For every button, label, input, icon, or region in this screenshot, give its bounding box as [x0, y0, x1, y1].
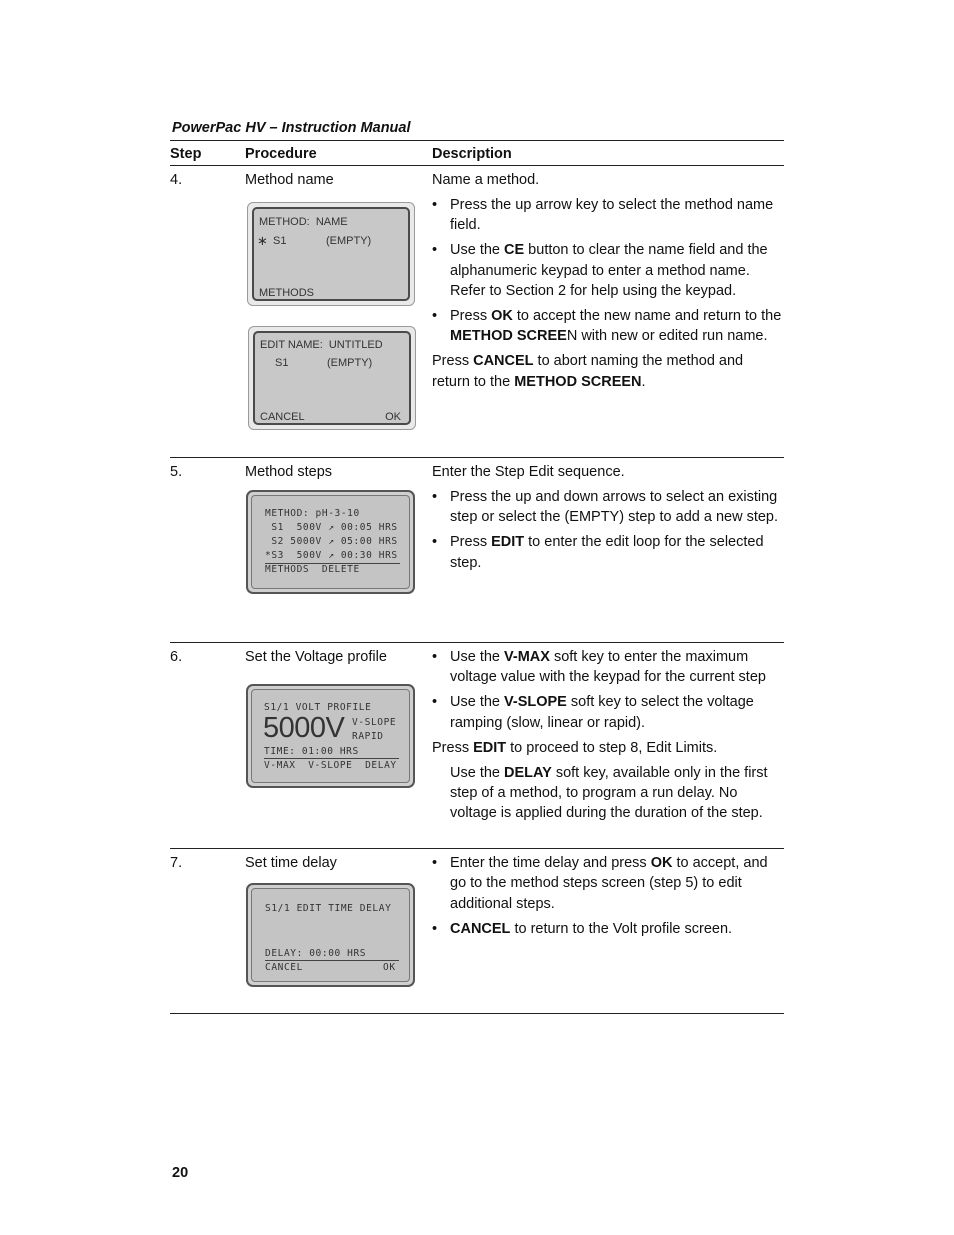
bullet-item: • Press the up arrow key to select the method name field.: [432, 195, 784, 236]
bullet-item: • Enter the time delay and press OK to accept, and go to the method steps screen (step 5) to edit additional steps.: [432, 853, 784, 914]
running-header: PowerPac HV – Instruction Manual: [172, 120, 411, 136]
lcd-vslope-label: V-SLOPE: [352, 717, 397, 728]
column-header-rule: [170, 165, 784, 166]
procedure-name: Set time delay: [245, 855, 337, 871]
lcd-time-line: TIME: 01:00 HRS: [264, 746, 359, 757]
lcd-divider: [264, 758, 399, 759]
page-number: 20: [172, 1165, 189, 1181]
lcd-line: EDIT NAME: UNTITLED: [260, 339, 383, 351]
description-paragraph: Press EDIT to proceed to step 8, Edit Limits.: [432, 739, 718, 756]
lcd-ramp-value: RAPID: [352, 731, 384, 742]
description-intro: Enter the Step Edit sequence.: [432, 464, 625, 480]
lcd-line: S1/1 EDIT TIME DELAY: [265, 903, 392, 914]
lcd-step-label: S1: [273, 235, 287, 247]
bullet-item: • Use the V-MAX soft key to enter the maximum voltage value with the keypad for the current step: [432, 647, 784, 688]
lcd-softkey-label: V-MAX V-SLOPE DELAY: [264, 760, 397, 771]
lcd-volt-profile-screen: [246, 684, 415, 788]
description-step-4: [432, 170, 784, 397]
description-step-7: [432, 853, 784, 944]
procedure-name: Method steps: [245, 464, 333, 480]
lcd-edit-name-screen: [248, 326, 416, 430]
bullet-list: [432, 195, 784, 347]
bullet-list: [432, 853, 784, 939]
lcd-line: S1/1 VOLT PROFILE: [264, 702, 372, 713]
column-header-description: Description: [432, 146, 512, 162]
step-number: 5.: [170, 464, 183, 480]
description-step-6: [432, 647, 784, 828]
lcd-softkey-label: METHODS DELETE: [265, 564, 360, 575]
lcd-softkey-cancel: CANCEL: [265, 962, 303, 973]
bullet-item: • CANCEL to return to the Volt profile screen.: [432, 919, 784, 939]
bullet-item: • Press EDIT to enter the edit loop for the selected step.: [432, 532, 784, 573]
step-number: 6.: [170, 649, 183, 665]
row-divider: [170, 848, 784, 849]
lcd-edit-time-delay-screen: [246, 883, 415, 987]
row-divider: [170, 457, 784, 458]
bullet-item: • Use the CE button to clear the name field and the alphanumeric keypad to enter a method name. Refer to Section 2 for help using the keypad.: [432, 240, 784, 301]
star-icon: ∗: [257, 233, 268, 248]
lcd-method-steps-screen: [246, 490, 415, 594]
table-bottom-rule: [170, 1013, 784, 1014]
lcd-line: METHOD: NAME: [259, 216, 348, 228]
description-indented-note: Use the DELAY soft key, available only in the first step of a method, to program a run delay. No voltage is applied during the duration of the step.: [450, 764, 768, 822]
column-header-step: Step: [170, 146, 202, 162]
lcd-softkey-cancel: CANCEL: [260, 411, 305, 423]
procedure-name: Set the Voltage profile: [245, 649, 387, 665]
lcd-softkey-ok: OK: [383, 962, 396, 973]
lcd-softkey-label: METHODS: [259, 287, 314, 299]
description-intro: Name a method.: [432, 172, 540, 188]
lcd-method-name-screen: [247, 202, 415, 306]
lcd-empty-label: (EMPTY): [327, 357, 373, 369]
lcd-step-label: S1: [275, 357, 289, 369]
lcd-empty-label: (EMPTY): [326, 235, 372, 247]
bullet-item: • Press OK to accept the new name and return to the METHOD SCREEN with new or edited run name.: [432, 306, 784, 347]
column-header-procedure: Procedure: [245, 146, 317, 162]
bullet-list: [432, 487, 784, 573]
row-divider: [170, 642, 784, 643]
bullet-item: • Press the up and down arrows to select an existing step or select the (EMPTY) step to add a new step.: [432, 487, 784, 528]
lcd-voltage-value: 5000V: [263, 712, 345, 744]
description-step-5: [432, 462, 784, 578]
step-number: 4.: [170, 172, 183, 188]
bullet-list: [432, 647, 784, 733]
lcd-divider: [265, 960, 399, 961]
lcd-step-row: S1 500V ↗ 00:05 HRS: [265, 522, 398, 533]
lcd-step-row: S2 5000V ↗ 05:00 HRS: [265, 536, 398, 547]
lcd-softkey-ok: OK: [385, 411, 401, 423]
description-paragraph: Press CANCEL to abort naming the method and return to the METHOD SCREEN.: [432, 353, 744, 390]
step-number: 7.: [170, 855, 183, 871]
procedure-name: Method name: [245, 172, 334, 188]
bullet-item: • Use the V-SLOPE soft key to select the voltage ramping (slow, linear or rapid).: [432, 692, 784, 733]
lcd-delay-line: DELAY: 00:00 HRS: [265, 948, 367, 959]
header-rule: [170, 140, 784, 141]
lcd-step-row: *S3 500V ↗ 00:30 HRS: [265, 550, 398, 561]
lcd-line: METHOD: pH-3-10: [265, 508, 360, 519]
